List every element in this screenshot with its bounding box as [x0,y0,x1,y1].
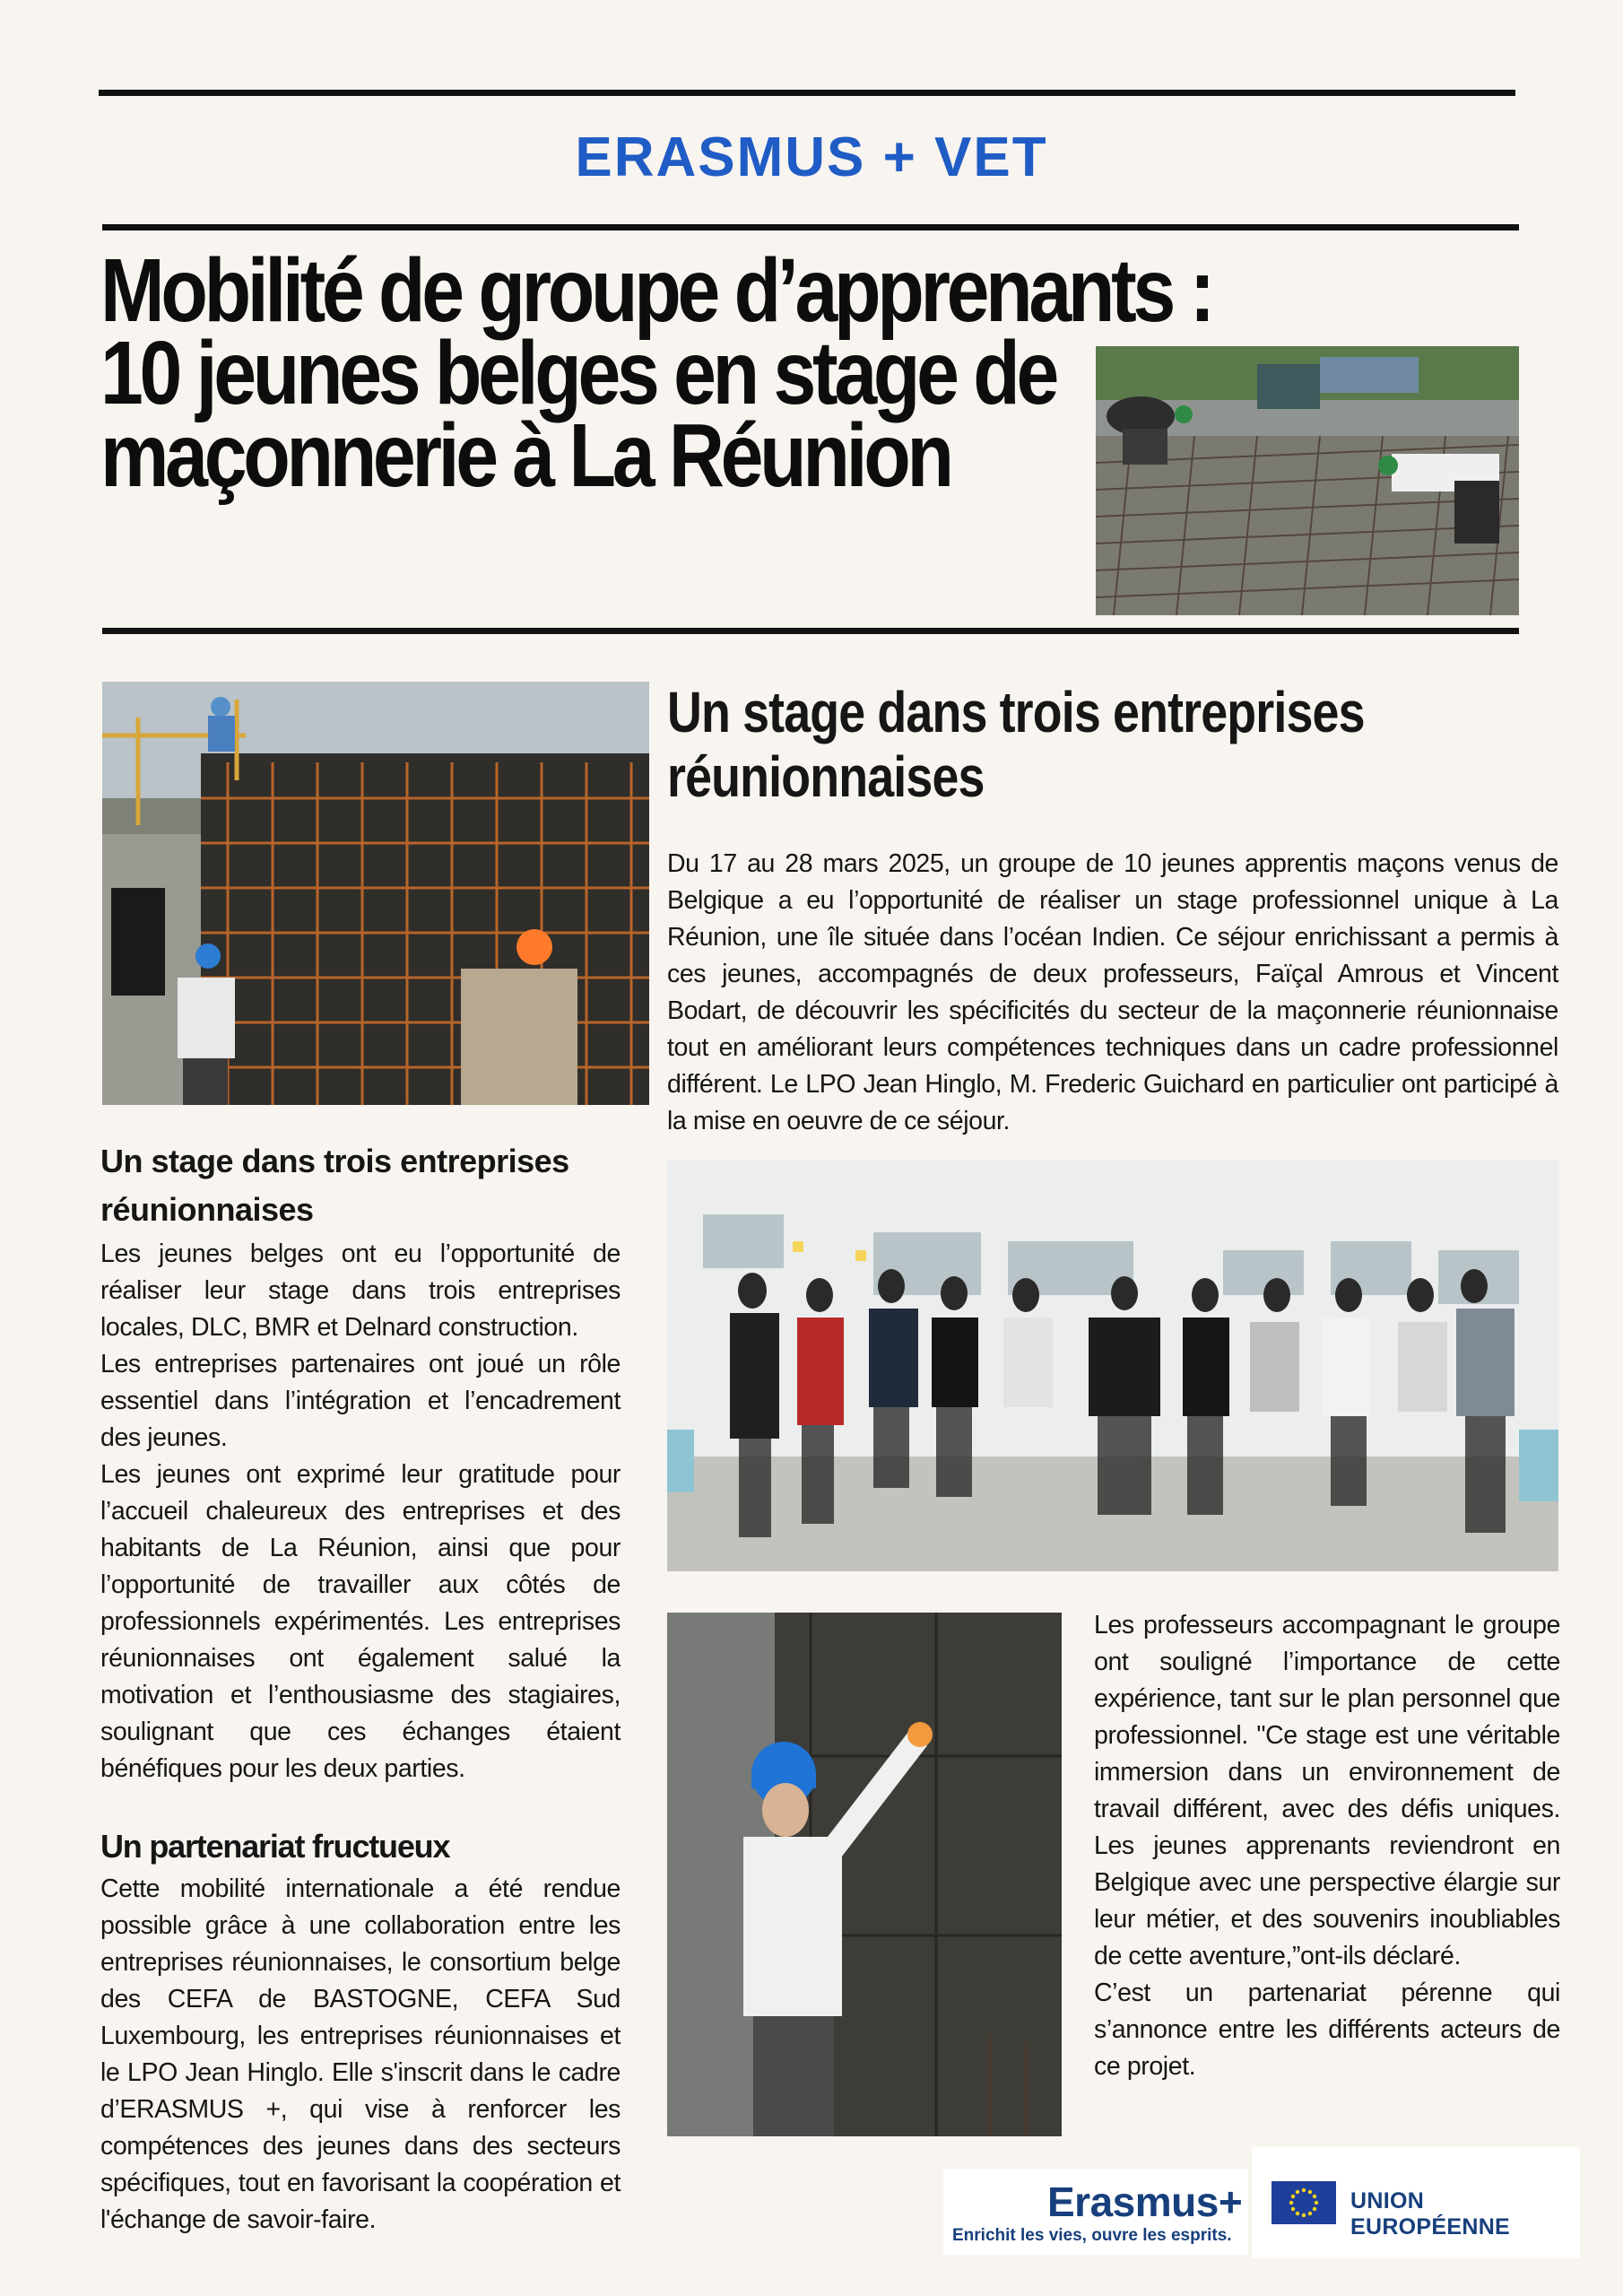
teachers-paragraph-2: C’est un partenariat pérenne qui s’annonce entre les différents acteurs de ce projet. [1094,1979,1560,2081]
section-heading-line-1: Un stage dans trois entreprises [667,680,1365,744]
header-rule-upper [102,224,1519,230]
section1-paragraph-1: Les jeunes belges ont eu l’opportunité de réaliser leur stage dans trois entreprises locales, DLC, BMR et Delnard construction. [100,1239,621,1342]
eu-label: UNION EUROPÉENNE [1350,2188,1511,2239]
section1-paragraph-3: Les jeunes ont exprimé leur gratitude pour l’accueil chaleureux des entreprises et des habitants de La Réunion, ainsi que pour l’opportunité de travailler aux côtés de professionnels expérimentés. Les entreprises réunionnaises ont également salué la motivation et l’enthousiasme des stagiaires, soulignant que ces échanges étaient bénéfiques pour les deux parties. [100,1460,621,1783]
section1-title [100,1137,621,1234]
eu-logo [1252,2147,1580,2258]
teachers-body [1094,1607,1560,2085]
kicker-title: ERASMUS + VET [575,126,1048,188]
eu-flag-icon [1271,2181,1336,2224]
intro-paragraph-text: Du 17 au 28 mars 2025, un groupe de 10 jeunes apprentis maçons venus de Belgique a eu l’opportunité de réaliser un stage professionnel unique à La Réunion, une île située dans l’océan Indien. Ce séjour enrichissant a permis à ces jeunes, accompagnés de deux professeurs, Faïçal Amrous et Vincent Bodart, de découvrir les spécificités du secteur de la maçonnerie réunionnaise tout en améliorant leurs compétences techniques dans un cadre professionnel différent. Le LPO Jean Hinglo, M. Frederic Guichard en particulier ont participé à la mise en oeuvre de ce séjour. [667,849,1558,1135]
photo-rebar-workers [1096,346,1519,615]
section-heading-line-2: réunionnaises [667,744,985,809]
erasmus-logo [943,2169,1248,2255]
teachers-paragraph-1: Les professeurs accompagnant le groupe ont souligné l’importance de cette expérience, tant sur le plan personnel que professionnel. "Ce stage est une véritable immersion dans un environnement de travail différent, avec des défis uniques. Les jeunes apprenants reviendront en Belgique avec une perspective élargie sur leur métier, et des souvenirs inoubliables de cette aventure,”ont-ils déclaré. [1094,1611,1560,1970]
top-rule [99,90,1515,96]
section1-body [100,1236,621,1787]
erasmus-wordmark: Erasmus+ [1047,2179,1243,2225]
intro-paragraph [667,846,1558,1140]
erasmus-tagline: Enrichit les vies, ouvre les esprits. [952,2226,1232,2245]
headline-line-1: Mobilité de groupe d’apprenants : [100,240,1211,341]
headline-line-3: maçonnerie à La Réunion [100,405,950,506]
photo-wall-rebar [102,682,649,1105]
photo-group [667,1161,1558,1571]
main-headline [100,240,1211,506]
section2-body [100,1871,621,2239]
photo-apprentice-wall [667,1613,1062,2136]
section1-title-text: Un stage dans trois entreprises réunionnaises [100,1143,569,1228]
section1-paragraph-2: Les entreprises partenaires ont joué un rôle essentiel dans l’intégration et l’encadrement des jeunes. [100,1350,621,1452]
header-rule-lower [102,628,1519,634]
section2-paragraph: Cette mobilité internationale a été rendue possible grâce à une collaboration entre les entreprises réunionnaises, le consortium belge des CEFA de BASTOGNE, CEFA Sud Luxembourg, les entreprises réunionnaises et le LPO Jean Hinglo. Elle s'inscrit dans le cadre d’ERASMUS +, qui vise à renforcer les compétences des jeunes dans des secteurs spécifiques, tout en favorisant la coopération et l'échange de savoir-faire. [100,1874,621,2234]
section2-title [100,1822,621,1871]
section2-title-text: Un partenariat fructueux [100,1828,450,1865]
headline-line-2: 10 jeunes belges en stage de [100,323,1056,423]
section-heading-stage [667,680,1420,809]
